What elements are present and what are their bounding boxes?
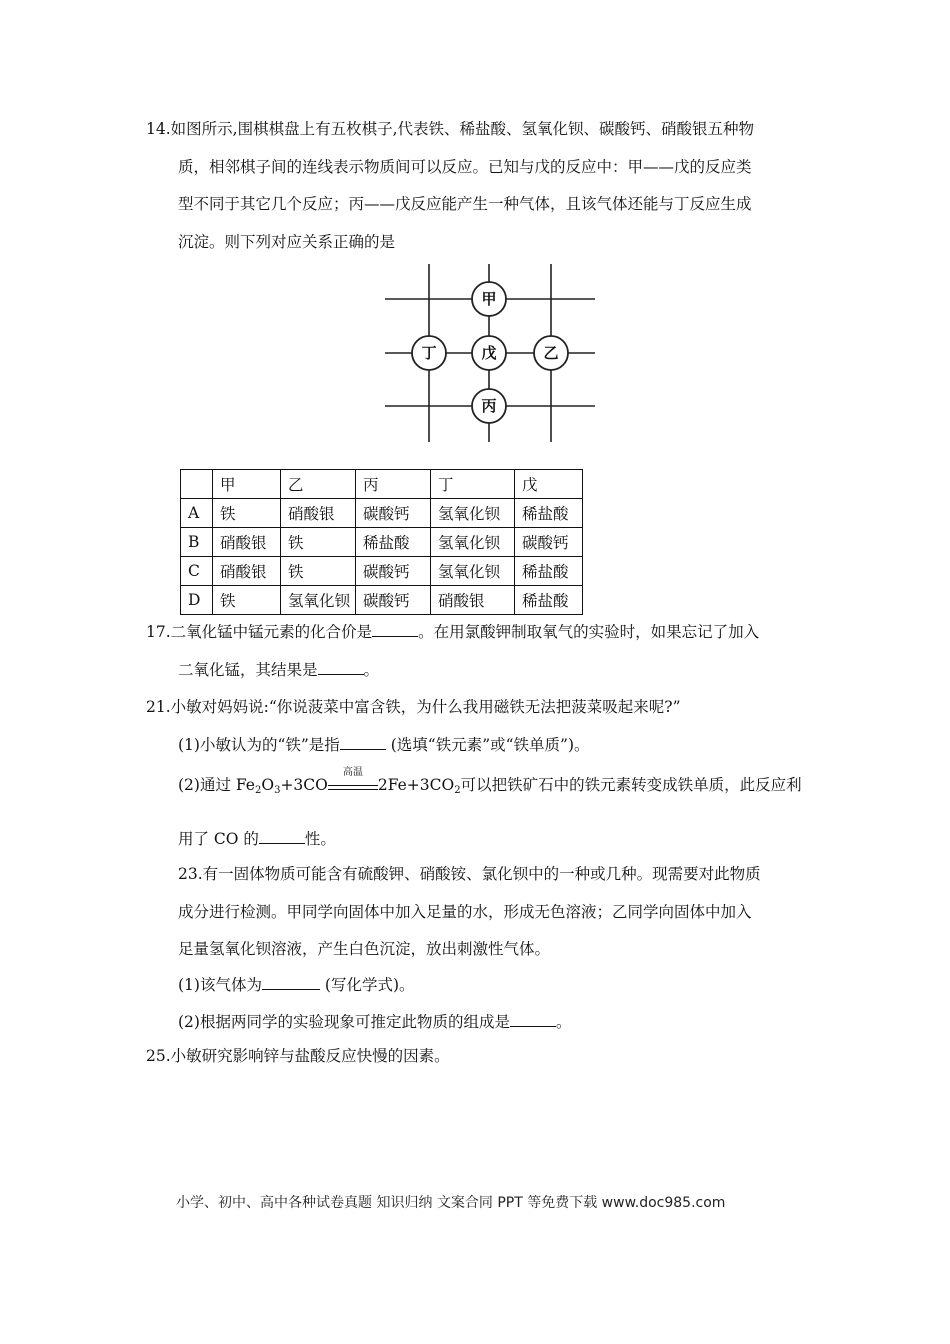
q21-p2-text-a: (2)通过 Fe: [178, 776, 255, 794]
table-cell: 碳酸钙: [356, 557, 431, 586]
table-header-row: [181, 470, 583, 499]
reaction-condition-label: 高温: [342, 767, 363, 778]
table-cell: 稀盐酸: [515, 499, 583, 528]
q23-p1-text-a: (1)该气体为: [178, 976, 262, 994]
q21-p2-text-f: 用了 CO 的: [178, 830, 259, 848]
q17-text-c: 二氧化锰，其结果是: [178, 661, 318, 679]
stone-wu-label: 戊: [481, 344, 497, 362]
table-cell: 硝酸银: [431, 586, 515, 615]
table-cell: 碳酸钙: [356, 499, 431, 528]
q17-text-b: 。在用氯酸钾制取氧气的实验时，如果忘记了加入: [418, 623, 760, 641]
table-cell: 稀盐酸: [356, 528, 431, 557]
q14-line-4: 沉淀。则下列对应关系正确的是: [178, 233, 396, 251]
table-header-cell: 戊: [515, 470, 583, 499]
table-header-cell: [181, 470, 213, 499]
table-cell: 氢氧化钡: [281, 586, 356, 615]
q23-line-1: 23.有一固体物质可能含有硫酸钾、硝酸铵、氯化钡中的一种或几种。现需要对此物质: [178, 865, 761, 883]
table-row: [181, 528, 583, 557]
answer-blank[interactable]: [372, 622, 418, 637]
table-header-cell: 丁: [431, 470, 515, 499]
q23-part-2: [178, 1012, 571, 1032]
q14-line-1: 14.如图所示,围棋棋盘上有五枚棋子,代表铁、稀盐酸、氢氧化钡、碳酸钙、硝酸银五种物: [146, 120, 755, 138]
option-letter: D: [181, 586, 213, 615]
q23-p1-text-b: (写化学式)。: [319, 976, 415, 994]
q17-text-d: 。: [363, 661, 380, 679]
option-letter: B: [181, 528, 213, 557]
q23-p2-text-b: 。: [555, 1013, 572, 1031]
q21-line-1: 21.小敏对妈妈说:“你说菠菜中富含铁，为什么我用磁铁无法把菠菜吸起来呢?”: [146, 698, 681, 716]
q21-part-2: [178, 767, 802, 796]
q23-p2-text-a: (2)根据两同学的实验现象可推定此物质的组成是: [178, 1013, 510, 1031]
q23-line-3: 足量氢氧化钡溶液，产生白色沉淀，放出刺激性气体。: [178, 940, 551, 958]
q21-part-2-line-2: [178, 829, 336, 849]
q21-part-1: [178, 735, 590, 755]
answer-blank[interactable]: [262, 975, 320, 990]
subscript: 3: [274, 785, 281, 796]
answer-options-table: [180, 469, 583, 615]
q21-p2-text-d: 2Fe+3CO: [377, 776, 455, 794]
table-cell: 铁: [213, 499, 281, 528]
table-cell: 铁: [281, 557, 356, 586]
table-header-cell: 丙: [356, 470, 431, 499]
q23-part-1: [178, 975, 415, 995]
q21-p1-text-a: (1)小敏认为的“铁”是指: [178, 736, 340, 754]
stone-ding-label: 丁: [421, 344, 437, 362]
q21-p2-text-c: +3CO: [280, 776, 328, 794]
option-letter: A: [181, 499, 213, 528]
table-cell: 稀盐酸: [515, 557, 583, 586]
answer-blank[interactable]: [340, 735, 386, 750]
stone-bing-label: 丙: [481, 397, 497, 415]
table-cell: 硝酸银: [213, 528, 281, 557]
stone-yi-label: 乙: [543, 344, 559, 362]
go-board-figure: [385, 262, 595, 444]
subscript: 2: [254, 785, 262, 796]
table-cell: 碳酸钙: [356, 586, 431, 615]
answer-blank[interactable]: [510, 1012, 556, 1027]
table-cell: 铁: [213, 586, 281, 615]
q21-p1-text-b: (选填“铁元素”或“铁单质”)。: [385, 736, 590, 754]
q17-line-2: [178, 660, 379, 680]
q17-text-a: 17.二氧化锰中锰元素的化合价是: [146, 623, 373, 641]
q21-p2-text-b: O: [261, 776, 275, 794]
table-row: [181, 557, 583, 586]
subscript: 2: [454, 785, 461, 796]
equals-sign: [328, 785, 378, 790]
table-header-cell: 甲: [213, 470, 281, 499]
q14-line-3: 型不同于其它几个反应；丙——戊反应能产生一种气体，且该气体还能与丁反应生成: [178, 195, 752, 213]
answer-blank[interactable]: [318, 660, 364, 675]
table-cell: 碳酸钙: [515, 528, 583, 557]
table-cell: 氢氧化钡: [431, 499, 515, 528]
table-cell: 铁: [281, 528, 356, 557]
q21-p2-text-g: 性。: [304, 830, 336, 848]
table-cell: 硝酸银: [281, 499, 356, 528]
option-letter: C: [181, 557, 213, 586]
q21-p2-text-e: 可以把铁矿石中的铁元素转变成铁单质，此反应利: [460, 776, 802, 794]
table-cell: 氢氧化钡: [431, 528, 515, 557]
reaction-condition-sign: [328, 767, 378, 790]
q14-line-2: 质，相邻棋子间的连线表示物质间可以反应。已知与戊的反应中：甲——戊的反应类: [178, 158, 752, 176]
table-row: [181, 586, 583, 615]
page-footer: 小学、初中、高中各种试卷真题 知识归纳 文案合同 PPT 等免费下载 www.doc985.com: [176, 1195, 726, 1211]
table-row: [181, 499, 583, 528]
stone-jia-label: 甲: [481, 290, 497, 308]
q17-line-1: [146, 622, 759, 642]
table-cell: 氢氧化钡: [431, 557, 515, 586]
table-cell: 稀盐酸: [515, 586, 583, 615]
table-header-cell: 乙: [281, 470, 356, 499]
table-cell: 硝酸银: [213, 557, 281, 586]
q23-line-2: 成分进行检测。甲同学向固体中加入足量的水，形成无色溶液；乙同学向固体中加入: [178, 903, 752, 921]
q25-line-1: 25.小敏研究影响锌与盐酸反应快慢的因素。: [146, 1047, 450, 1065]
answer-blank[interactable]: [259, 829, 305, 844]
